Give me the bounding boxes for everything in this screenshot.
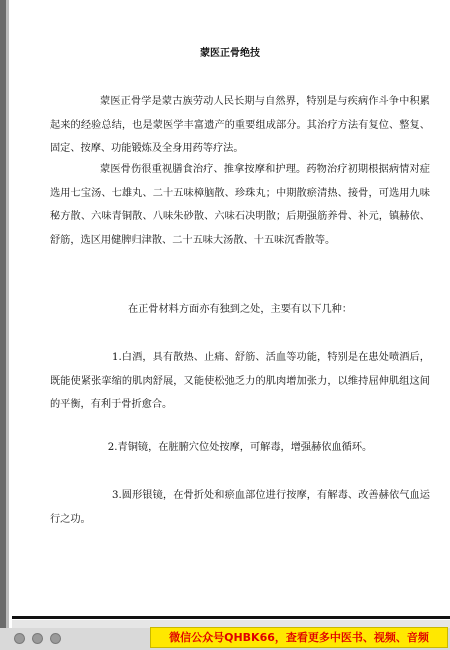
- page-bottom-border: [12, 616, 450, 619]
- paragraph-item-2: 2.青铜镜，在脏腑穴位处按摩，可解毒，增强赫依血循环。: [107, 442, 373, 453]
- paragraph-item-1: 1.白酒，具有散热、止痛、舒筋、活血等功能，特别是在患处喷酒后，既能使紧张挛缩的肌肉舒展，又能使松弛乏力的肌肉增加张力，以维持屈伸肌组这间的平衡，有利于骨折愈合。: [50, 352, 430, 410]
- paragraph-item-3: 3.圆形银镜，在骨折处和瘀血部位进行按摩，有解毒、改善赫依气血运行之功。: [50, 490, 430, 525]
- paragraph-materials: 在正骨材料方面亦有独到之处，主要有以下几种：: [127, 304, 353, 315]
- nav-next-icon[interactable]: [50, 633, 61, 644]
- nav-first-icon[interactable]: [14, 633, 25, 644]
- document-page: [12, 0, 448, 618]
- paragraph-intro: 蒙医正骨学是蒙古族劳动人民长期与自然界，特别是与疾病作斗争中积累起来的经验总结，也是蒙医学丰富遗产的重要组成部分。其治疗方法有复位、整复、固定、按摩、功能锻炼及全身用药等疗法。: [50, 96, 430, 154]
- paragraph-treatment: 蒙医骨伤很重视膳食治疗、推拿按摩和护理。药物治疗初期根据病情对症选用七宝汤、七雄丸、二十五味樟脑散、珍珠丸；中期散瘀清热、接骨，可选用九味秘方散、六味青铜散、八味朱砂散、六味石决明散；后期强筋养骨、补元，镇赫依、舒筋，选区用健脾归津散、二十五味大汤散、十五味沉香散等。: [50, 164, 430, 246]
- viewer-left-edge-inner: [6, 0, 9, 650]
- page-title: 蒙医正骨绝技: [200, 48, 260, 59]
- nav-prev-icon[interactable]: [32, 633, 43, 644]
- wechat-banner[interactable]: 微信公众号QHBK66，查看更多中医书、视频、音频: [150, 627, 448, 648]
